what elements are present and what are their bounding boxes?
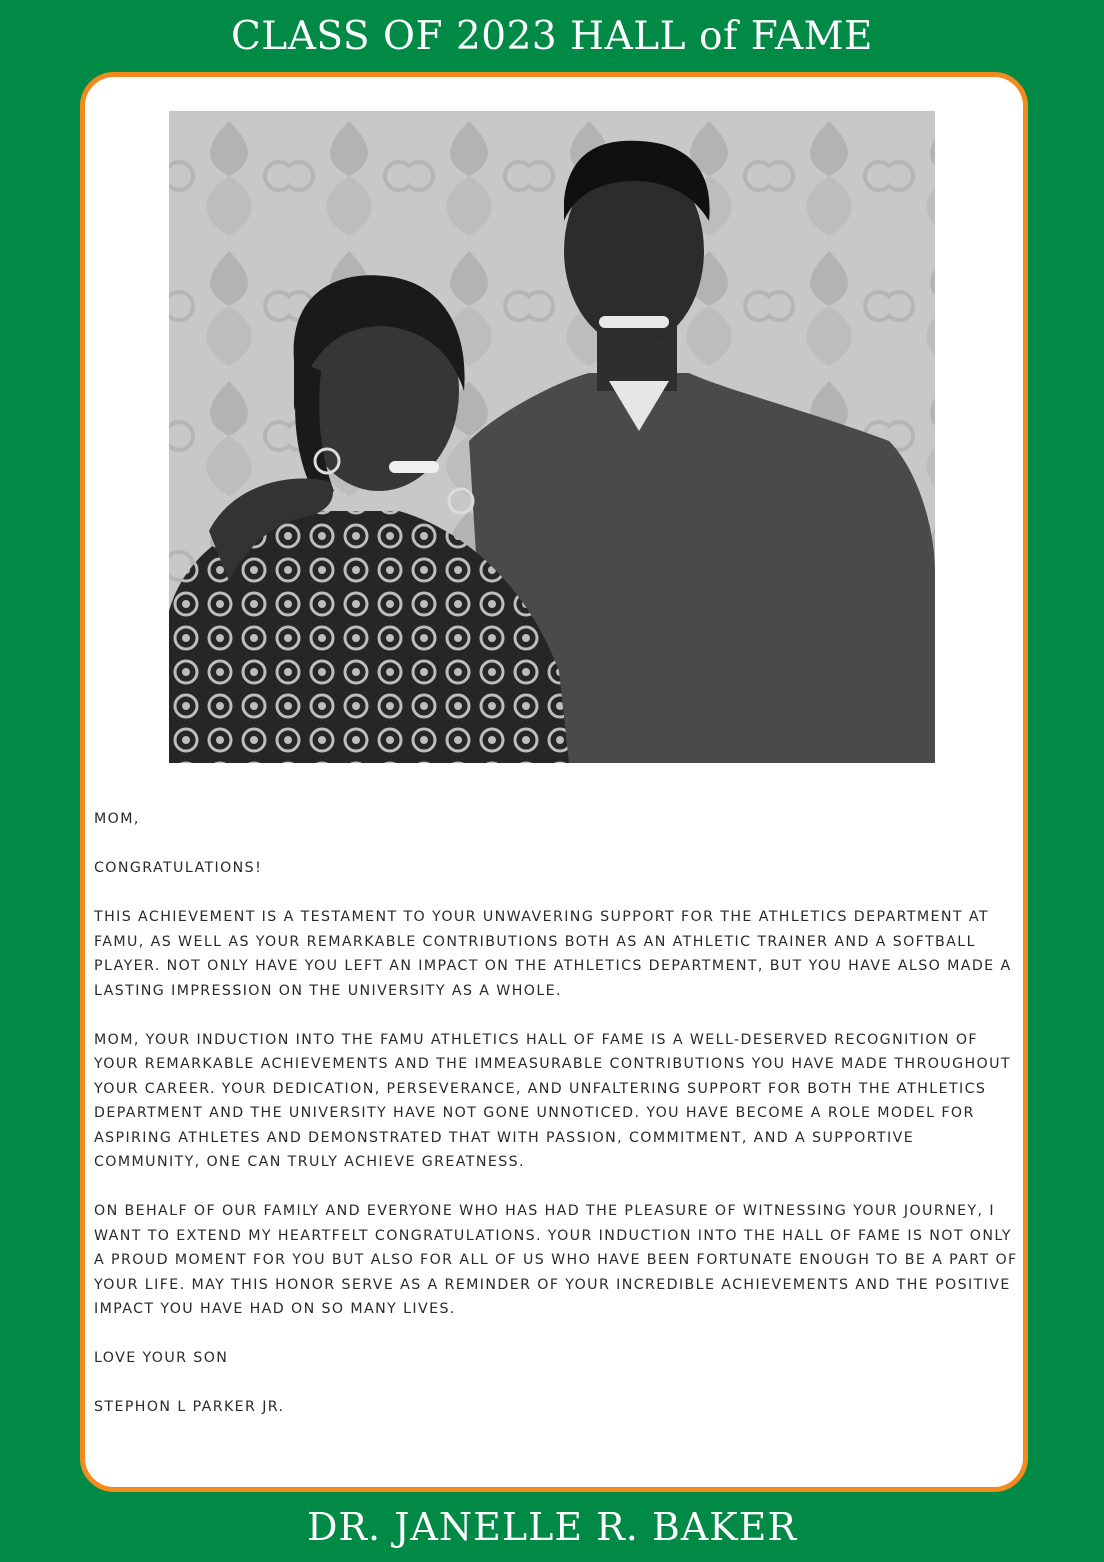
inductee-name: DR. JANELLE R. BAKER [306, 1505, 798, 1549]
letter-card [80, 72, 1028, 1492]
letter-paragraph-2: MOM, YOUR INDUCTION INTO THE FAMU ATHLETICS HALL OF FAME IS A WELL-DESERVED RECOGNITION OF YOUR REMARKABLE ACHIEVEMENTS AND THE IMMEASURABLE CONTRIBUTIONS YOU HAVE MADE THROUGHOUT YOUR CAREER. YOUR DEDICATION, PERSEVERANCE, AND UNFALTERING SUPPORT FOR BOTH THE ATHLETICS DEPARTMENT AND THE UNIVERSITY HAVE NOT GONE UNNOTICED. YOU HAVE BECOME A ROLE MODEL FOR ASPIRING ATHLETES AND DEMONSTRATED THAT WITH PASSION, COMMITMENT, AND A SUPPORTIVE COMMUNITY, ONE CAN TRULY ACHIEVE GREATNESS. [94, 1031, 1011, 1170]
letter-paragraph-3: ON BEHALF OF OUR FAMILY AND EVERYONE WHO HAS HAD THE PLEASURE OF WITNESSING YOUR JOURNEY, I WANT TO EXTEND MY HEARTFELT CONGRATULATIONS. YOUR INDUCTION INTO THE HALL OF FAME IS NOT ONLY A PROUD MOMENT FOR YOU BUT ALSO FOR ALL OF US WHO HAVE BEEN FORTUNATE ENOUGH TO BE A PART OF YOUR LIFE. MAY THIS HONOR SERVE AS A REMINDER OF YOUR INCREDIBLE ACHIEVEMENTS AND THE POSITIVE IMPACT YOU HAVE HAD ON SO MANY LIVES. [94, 1203, 1018, 1317]
letter-paragraph-1: THIS ACHIEVEMENT IS A TESTAMENT TO YOUR UNWAVERING SUPPORT FOR THE ATHLETICS DEPARTMENT AT FAMU, AS WELL AS YOUR REMARKABLE CONTRIBUTIONS BOTH AS AN ATHLETIC TRAINER AND A SOFTBALL PLAYER. NOT ONLY HAVE YOU LEFT AN IMPACT ON THE ATHLETICS DEPARTMENT, BUT YOU HAVE ALSO MADE A LASTING IMPRESSION ON THE UNIVERSITY AS A WHOLE. [94, 909, 1012, 999]
letter-body [94, 807, 1024, 1444]
letter-signature: STEPHON L PARKER JR. [94, 1399, 285, 1415]
letter-greeting: CONGRATULATIONS! [94, 860, 263, 876]
letter-salutation: MOM, [94, 811, 140, 827]
letter-closing: LOVE YOUR SON [94, 1350, 229, 1366]
page-title: CLASS OF 2023 HALL of FAME [230, 14, 874, 59]
portrait-photo-icon [169, 111, 935, 763]
